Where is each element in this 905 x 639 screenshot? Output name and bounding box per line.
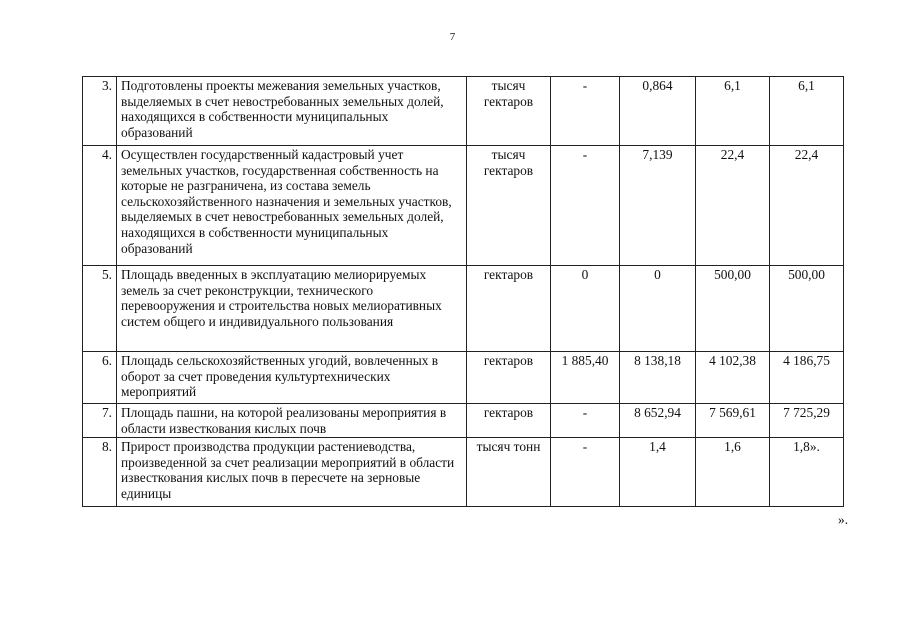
row-value-1: 0	[551, 266, 620, 352]
row-unit: гектаров	[467, 404, 551, 438]
row-value-4: 7 725,29	[770, 404, 844, 438]
row-description: Прирост производства продукции растениеводства, произведенной за счет реализации мероприятий в области известкования кислых почв в пересчете на зерновые единицы	[117, 438, 467, 507]
row-value-2: 1,4	[620, 438, 696, 507]
row-value-1: -	[551, 77, 620, 146]
row-value-3: 22,4	[696, 146, 770, 266]
row-number: 7.	[83, 404, 117, 438]
row-description: Площадь введенных в эксплуатацию мелиорируемых земель за счет реконструкции, технического перевооружения и строительства новых мелиоративных систем общего и индивидуального пользования	[117, 266, 467, 352]
row-value-1: 1 885,40	[551, 352, 620, 404]
table-row	[83, 146, 844, 266]
row-unit: гектаров	[467, 352, 551, 404]
row-value-2: 8 138,18	[620, 352, 696, 404]
row-number: 6.	[83, 352, 117, 404]
row-value-4: 4 186,75	[770, 352, 844, 404]
row-description: Площадь пашни, на которой реализованы мероприятия в области известкования кислых почв	[117, 404, 467, 438]
table-row	[83, 77, 844, 146]
row-description: Осуществлен государственный кадастровый учет земельных участков, государственная собственность на которые не разграничена, из состава земель сельскохозяйственного назначения и земельных участков, выделяемых в счет невостребованных земельных долей, находящихся в собственности муниципальных образований	[117, 146, 467, 266]
row-value-4: 1,8».	[770, 438, 844, 507]
row-value-3: 1,6	[696, 438, 770, 507]
row-value-3: 6,1	[696, 77, 770, 146]
row-value-3: 500,00	[696, 266, 770, 352]
row-number: 4.	[83, 146, 117, 266]
table-row	[83, 352, 844, 404]
row-value-3: 4 102,38	[696, 352, 770, 404]
row-value-4: 22,4	[770, 146, 844, 266]
row-value-2: 7,139	[620, 146, 696, 266]
table-row	[83, 404, 844, 438]
table-row	[83, 438, 844, 507]
table-row	[83, 266, 844, 352]
row-unit: тысяч тонн	[467, 438, 551, 507]
row-value-1: -	[551, 404, 620, 438]
row-unit: тысяч гектаров	[467, 77, 551, 146]
row-number: 5.	[83, 266, 117, 352]
row-unit: гектаров	[467, 266, 551, 352]
row-value-4: 500,00	[770, 266, 844, 352]
row-number: 8.	[83, 438, 117, 507]
closing-quote-mark: ».	[838, 512, 849, 527]
row-value-3: 7 569,61	[696, 404, 770, 438]
row-value-4: 6,1	[770, 77, 844, 146]
row-value-1: -	[551, 146, 620, 266]
row-value-2: 0,864	[620, 77, 696, 146]
row-unit: тысяч гектаров	[467, 146, 551, 266]
row-value-1: -	[551, 438, 620, 507]
row-value-2: 0	[620, 266, 696, 352]
indicators-table	[82, 76, 844, 507]
row-number: 3.	[83, 77, 117, 146]
row-description: Площадь сельскохозяйственных угодий, вовлеченных в оборот за счет проведения культуртехнических мероприятий	[117, 352, 467, 404]
row-description: Подготовлены проекты межевания земельных участков, выделяемых в счет невостребованных земельных долей, находящихся в собственности муниципальных образований	[117, 77, 467, 146]
row-value-2: 8 652,94	[620, 404, 696, 438]
page-number: 7	[449, 31, 456, 43]
